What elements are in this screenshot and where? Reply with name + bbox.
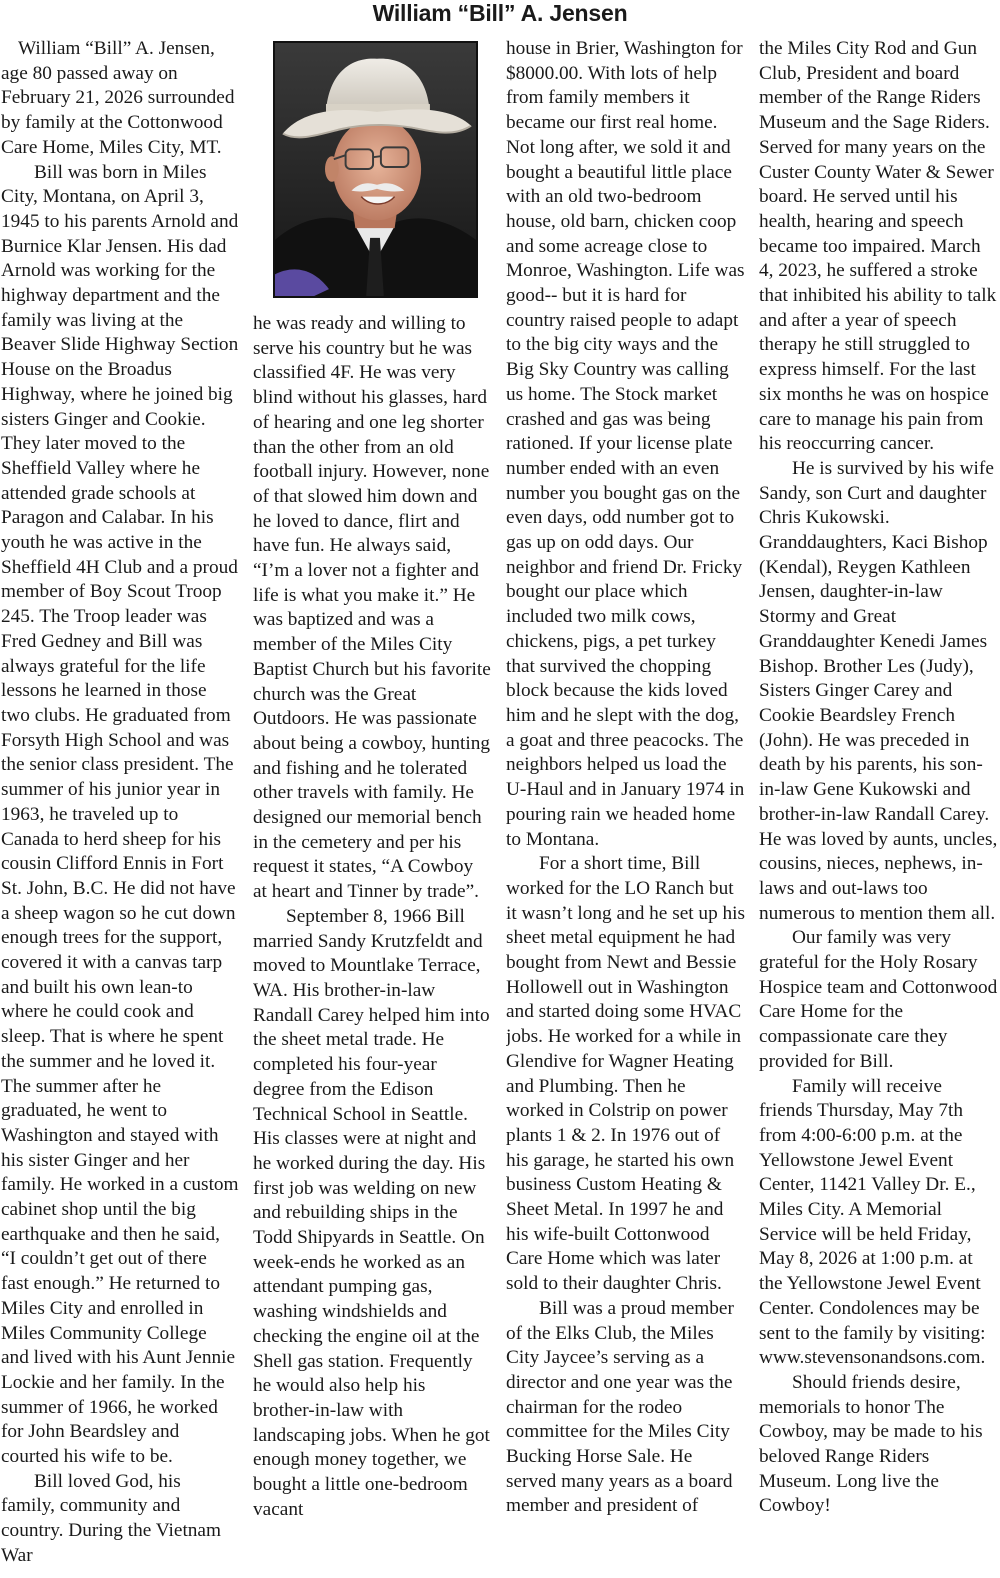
paragraph: September 8, 1966 Bill married Sandy Krutzfeldt and moved to Mountlake Terrace, WA. His brother-in-law Randall Carey helped him into the sheet metal trade. He completed his four-year degree from the Edison Technical School in Seattle. His classes were at night and he worked during the day. His first job was welding on new and rebuilding ships in the Todd Shipyards in Seattle. On week-ends he worked as an attendant pumping gas, washing windshields and checking the engine oil at the Shell gas station. Frequently he would also help his brother-in-law with landscaping jobs. When he got enough money together, we bought a little one-bedroom vacant — [253, 905, 490, 1520]
portrait-photo — [273, 41, 478, 298]
article-column-1 — [1, 37, 239, 1578]
portrait-illustration — [275, 43, 476, 296]
paragraph: Bill was born in Miles City, Montana, on April 3, 1945 to his parents Arnold and Burnice Klar Jensen. His dad Arnold was working for the highway department and the family was living at the Beaver Slide Highway Section House on the Broadus Highway, where he joined big sisters Ginger and Cookie. They later moved to the Sheffield Valley where he attended grade schools at Paragon and Calabar. In his youth he was active in the Sheffield 4H Club and a proud member of Boy Scout Troop 245. The Troop leader was Fred Gedney and Bill was always grateful for the life lessons he learned in those two clubs. He graduated from Forsyth High School and was the senior class president. The summer of his junior year in 1963, he traveled up to Canada to herd sheep for his cousin Clifford Ennis in Fort St. John, B.C. He did not have a sheep wagon so he cut down enough trees for the support, covered it with a canvas tarp and built his own lean-to where he could cook and sleep. That is where he spent the summer and he loved it. The summer after he graduated, he went to Washington and stayed with his sister Ginger and her family. He worked in a custom cabinet shop until the big earthquake and then he said, “I couldn’t get out of there fast enough.” He returned to Miles City and enrolled in Miles Community College and lived with his Aunt Jennie Lockie and her family. In the summer of 1966, he worked for John Beardsley and courted his wife to be. — [1, 161, 239, 1468]
paragraph: the Miles City Rod and Gun Club, President and board member of the Range Riders Museum and the Sage Riders. Served for many years on the Custer County Water & Sewer board. He served until his health, hearing and speech became too impaired. March 4, 2023, he suffered a stroke that inhibited his ability to talk and after a year of speech therapy he still struggled to express himself. For the last six months he was on hospice care to manage his pain from his reoccurring cancer. — [759, 38, 997, 455]
paragraph: Family will receive friends Thursday, May 7th from 4:00-6:00 p.m. at the Yellowstone Jewel Event Center, 11421 Valley Dr. E., Miles City. A Memorial Service will be held Friday, May 8, 2026 at 1:00 p.m. at the Yellowstone Jewel Event Center. Condolences may be sent to the family by visiting: www.stevensonandsons.com. — [759, 1075, 986, 1369]
paragraph: For a short time, Bill worked for the LO Ranch but it wasn’t long and he set up his sheet metal equipment he had bought from Newt and Bessie Hollowell out in Washington and started doing some HVAC jobs. He worked for a while in Glendive for Wagner Heating and Plumbing. Then he worked in Colstrip on power plants 1 & 2. In 1976 out of his garage, he started his own business Custom Heating & Sheet Metal. In 1997 he and his wife-built Cottonwood Care Home which was later sold to their daughter Chris. — [506, 853, 746, 1295]
paragraph: William “Bill” A. Jensen, age 80 passed away on February 21, 2026 surrounded by family at the Cottonwood Care Home, Miles City, MT. — [1, 38, 235, 158]
paragraph: he was ready and willing to serve his country but he was classified 4F. He was very blind without his glasses, hard of hearing and one leg shorter than the other from an old football injury. However, none of that slowed him down and he loved to dance, flirt and have fun. He always said, “I’m a lover not a fighter and life is what you make it.” He was baptized and was a member of the Miles City Baptist Church but his favorite church was the Great Outdoors. He was passionate about being a cowboy, hunting and fishing and he tolerated other travels with family. He designed our memorial bench in the cemetery and per his request it states, “A Cowboy at heart and Tinner by trade”. — [253, 313, 491, 903]
paragraph: Bill was a proud member of the Elks Club, the Miles City Jaycee’s serving as a director and one year was the chairman for the rodeo committee for the Miles City Bucking Horse Sale. He served many years as a board member and president of — [506, 1297, 734, 1517]
paragraph: Our family was very grateful for the Holy Rosary Hospice team and Cottonwood Care Home for the compassionate care they provided for Bill. — [759, 927, 998, 1072]
paragraph: Should friends desire, memorials to honor The Cowboy, may be made to his beloved Range Riders Museum. Long live the Cowboy! — [759, 1371, 983, 1517]
article-column-4 — [759, 37, 999, 1578]
obituary-title: William “Bill” A. Jensen — [372, 0, 628, 26]
article-column-3 — [506, 37, 746, 1578]
article-column-2 — [253, 312, 491, 1578]
paragraph: house in Brier, Washington for $8000.00. With lots of help from family members it became our first real home. Not long after, we sold it and bought a beautiful little place with an old two-bedroom house, old barn, chicken coop and some acreage close to Monroe, Washington. Life was good-- but it is hard for country raised people to adapt to the big city ways and the Big Sky Country was calling us home. The Stock market crashed and gas was being rationed. If your license plate number ended with an even number you bought gas on the even days, odd number got to gas up on odd days. Our neighbor and friend Dr. Fricky bought our place which included two milk cows, chickens, pigs, a pet turkey that survived the chopping block because the kids loved him and he slept with the dog, a goat and three peacocks. The neighbors helped us load the U-Haul and in January 1974 in pouring rain we headed home to Montana. — [506, 38, 745, 850]
paragraph: Bill loved God, his family, community and country. During the Vietnam War — [1, 1470, 221, 1566]
paragraph: He is survived by his wife Sandy, son Curt and daughter Chris Kukowski. Granddaughters, Kaci Bishop (Kendal), Reygen Kathleen Jensen, daughter-in-law Stormy and Great Granddaughter Kenedi James Bishop. Brother Les (Judy), Sisters Ginger Carey and Cookie Beardsley French (John). He was preceded in death by his parents, his son-in-law Gene Kukowski and brother-in-law Randall Carey. He was loved by aunts, uncles, cousins, nieces, nephews, in-laws and out-laws too numerous to mention them all. — [759, 457, 998, 924]
